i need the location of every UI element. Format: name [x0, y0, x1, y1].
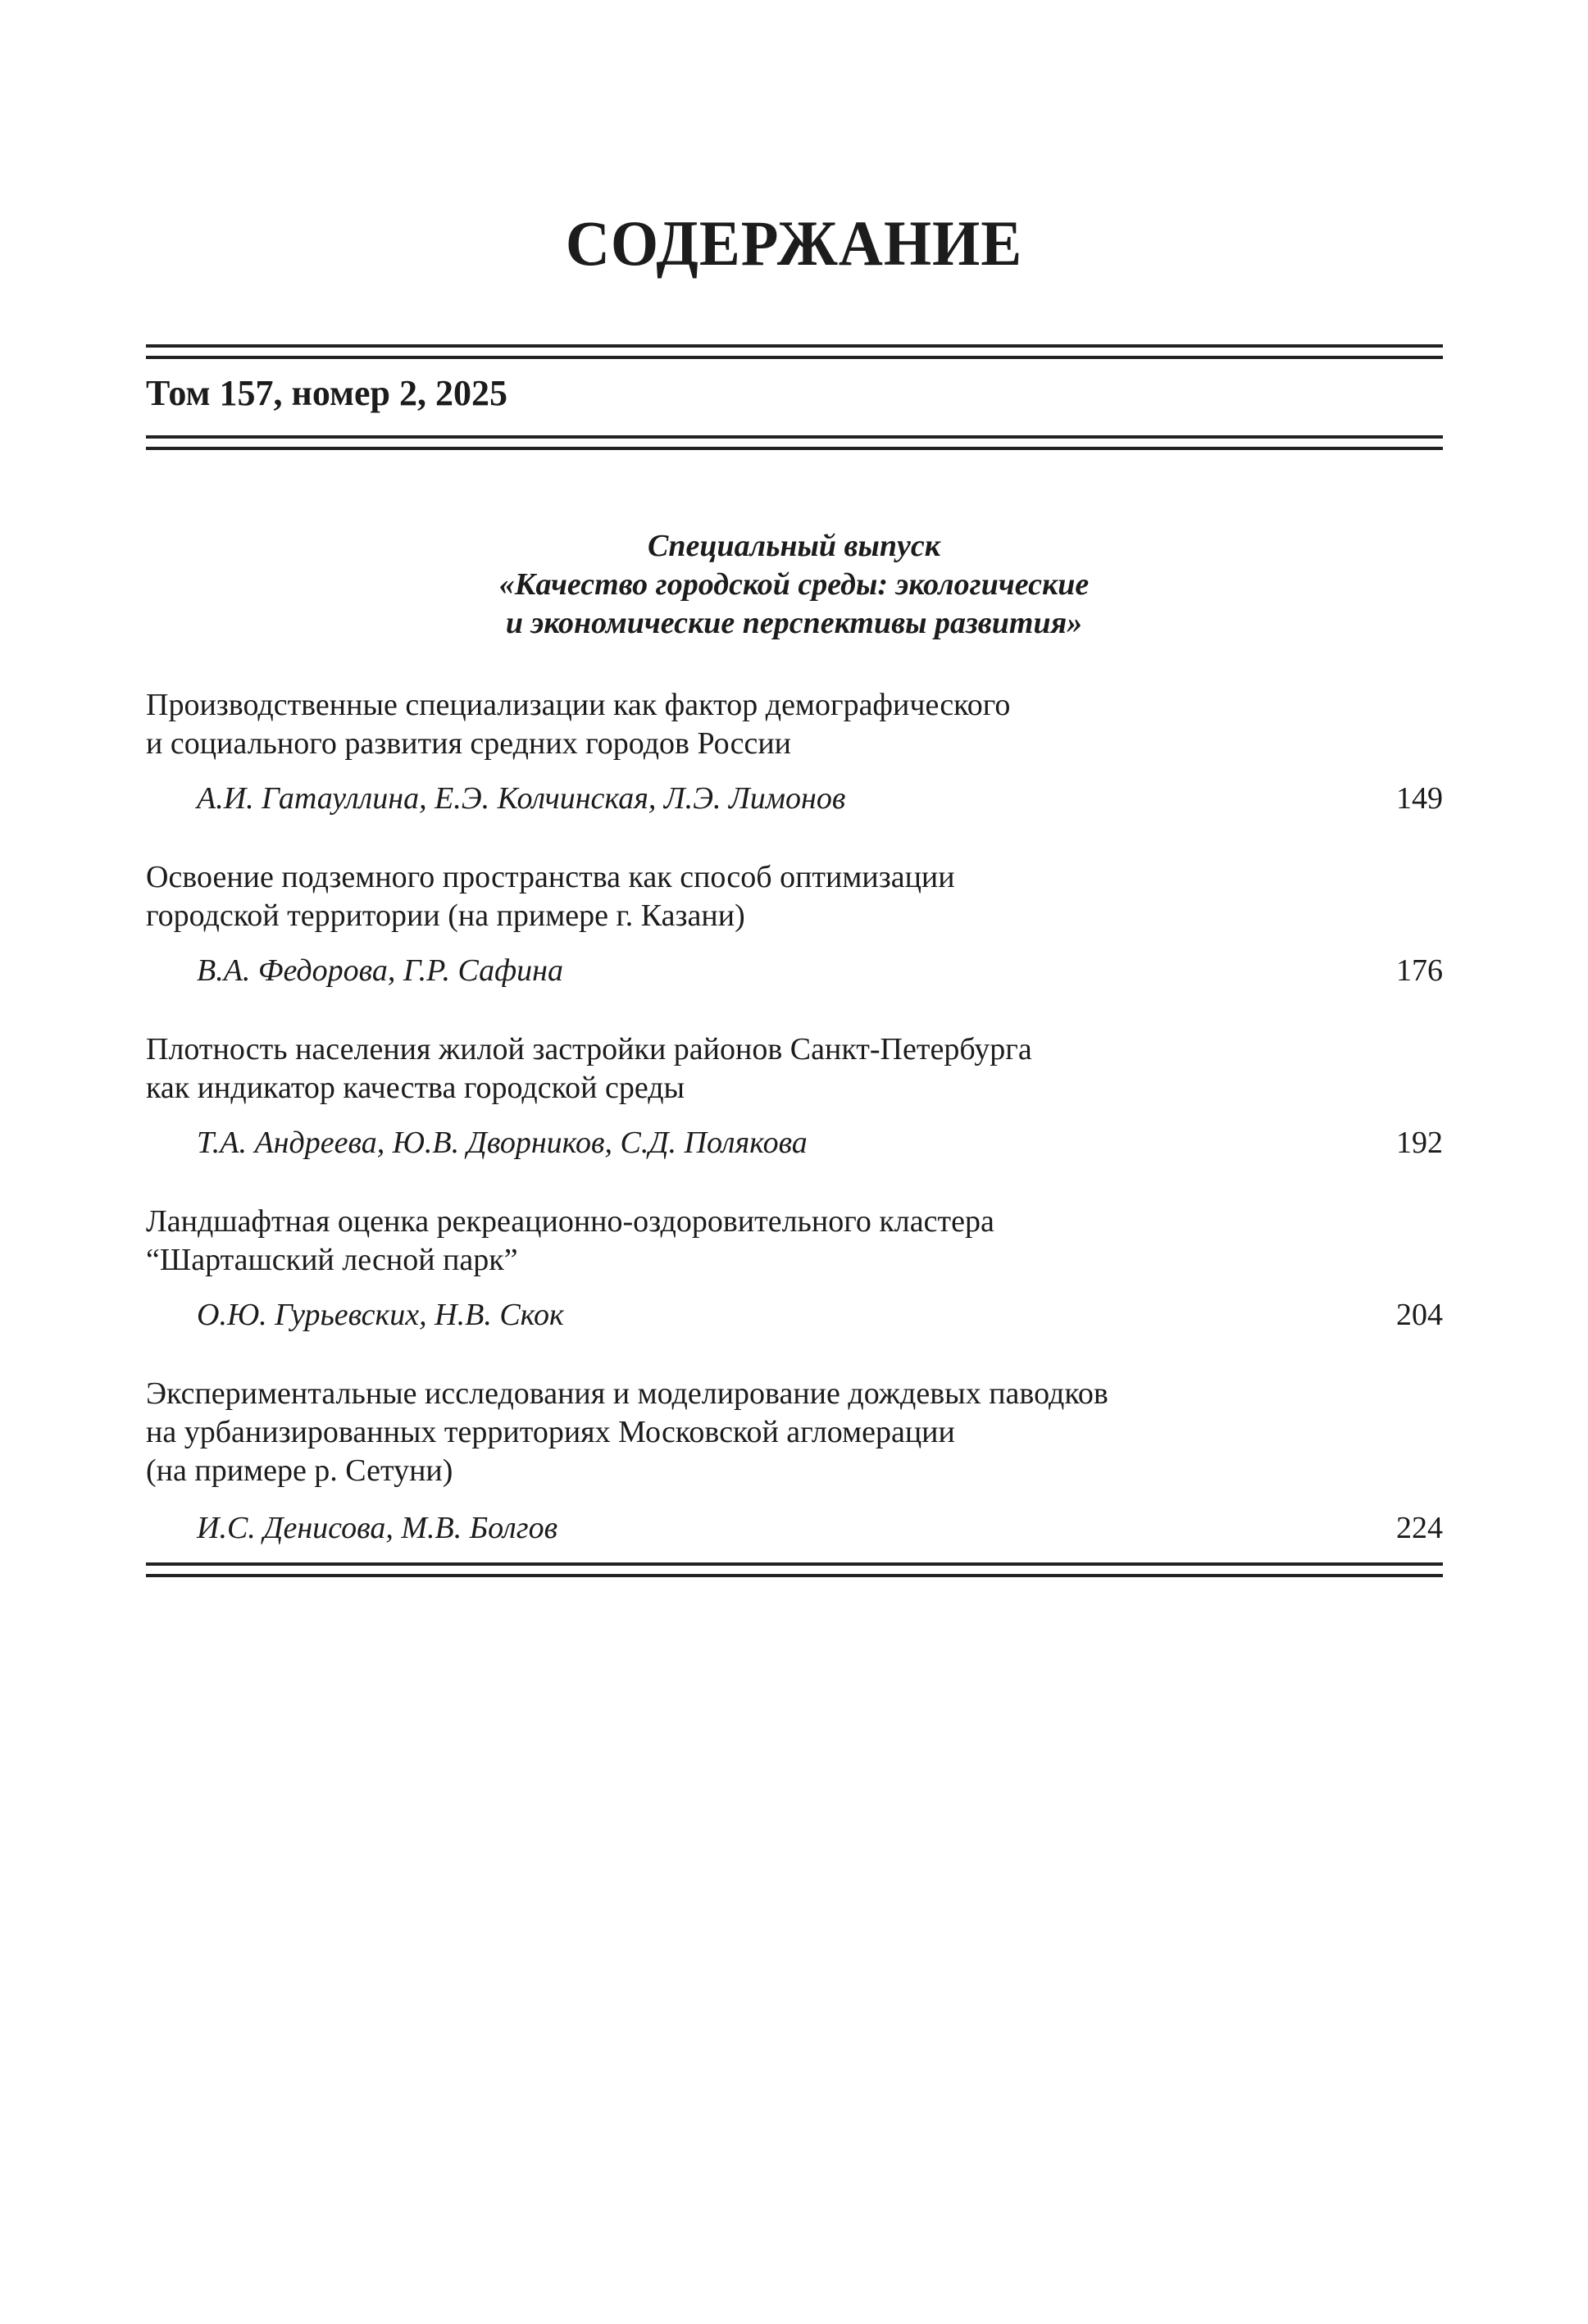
entry-page-number[interactable]: 204: [1396, 1298, 1443, 1332]
entry-title-line[interactable]: городской территории (на примере г. Казани): [146, 898, 745, 933]
entry-title-line[interactable]: “Шарташский лесной парк”: [146, 1243, 518, 1277]
volume-issue-line: Том 157, номер 2, 2025: [146, 373, 507, 413]
divider-mid-2: [146, 447, 1443, 450]
entry-title-line[interactable]: как индикатор качества городской среды: [146, 1071, 685, 1105]
entry-authors: А.И. Гатауллина, Е.Э. Колчинская, Л.Э. Лимонов: [197, 781, 846, 816]
special-issue-line: и экономические перспективы развития»: [505, 606, 1083, 640]
entry-title-line[interactable]: (на примере р. Сетуни): [146, 1453, 453, 1488]
entry-page-number[interactable]: 149: [1396, 781, 1443, 816]
special-issue-line: «Качество городской среды: экологические: [498, 567, 1090, 602]
entry-authors: И.С. Денисова, М.В. Болгов: [197, 1511, 558, 1545]
special-issue-line: Специальный выпуск: [647, 529, 941, 563]
page-title: СОДЕРЖАНИЕ: [565, 207, 1023, 279]
entry-title-line[interactable]: Освоение подземного пространства как способ оптимизации: [146, 860, 955, 894]
entry-page-number[interactable]: 176: [1396, 953, 1443, 988]
entry-title-line[interactable]: Производственные специализации как фактор демографического: [146, 688, 1011, 722]
entry-page-number[interactable]: 192: [1396, 1126, 1443, 1160]
divider-mid-1: [146, 435, 1443, 439]
entry-title-line[interactable]: Экспериментальные исследования и моделирование дождевых паводков: [146, 1376, 1108, 1411]
entry-title-line[interactable]: Плотность населения жилой застройки районов Санкт-Петербурга: [146, 1032, 1032, 1066]
divider-bottom-1: [146, 1562, 1443, 1566]
entry-title-line[interactable]: Ландшафтная оценка рекреационно-оздоровительного кластера: [146, 1204, 994, 1239]
entry-authors: В.А. Федорова, Г.Р. Сафина: [197, 953, 563, 988]
entry-page-number[interactable]: 224: [1396, 1511, 1443, 1545]
divider-top-2: [146, 356, 1443, 359]
divider-bottom-2: [146, 1574, 1443, 1577]
entry-authors: О.Ю. Гурьевских, Н.В. Скок: [197, 1298, 564, 1332]
divider-top-1: [146, 344, 1443, 348]
entry-title-line[interactable]: и социального развития средних городов России: [146, 726, 792, 761]
entry-title-line[interactable]: на урбанизированных территориях Московской агломерации: [146, 1415, 955, 1449]
entry-authors: Т.А. Андреева, Ю.В. Дворников, С.Д. Полякова: [197, 1126, 808, 1160]
